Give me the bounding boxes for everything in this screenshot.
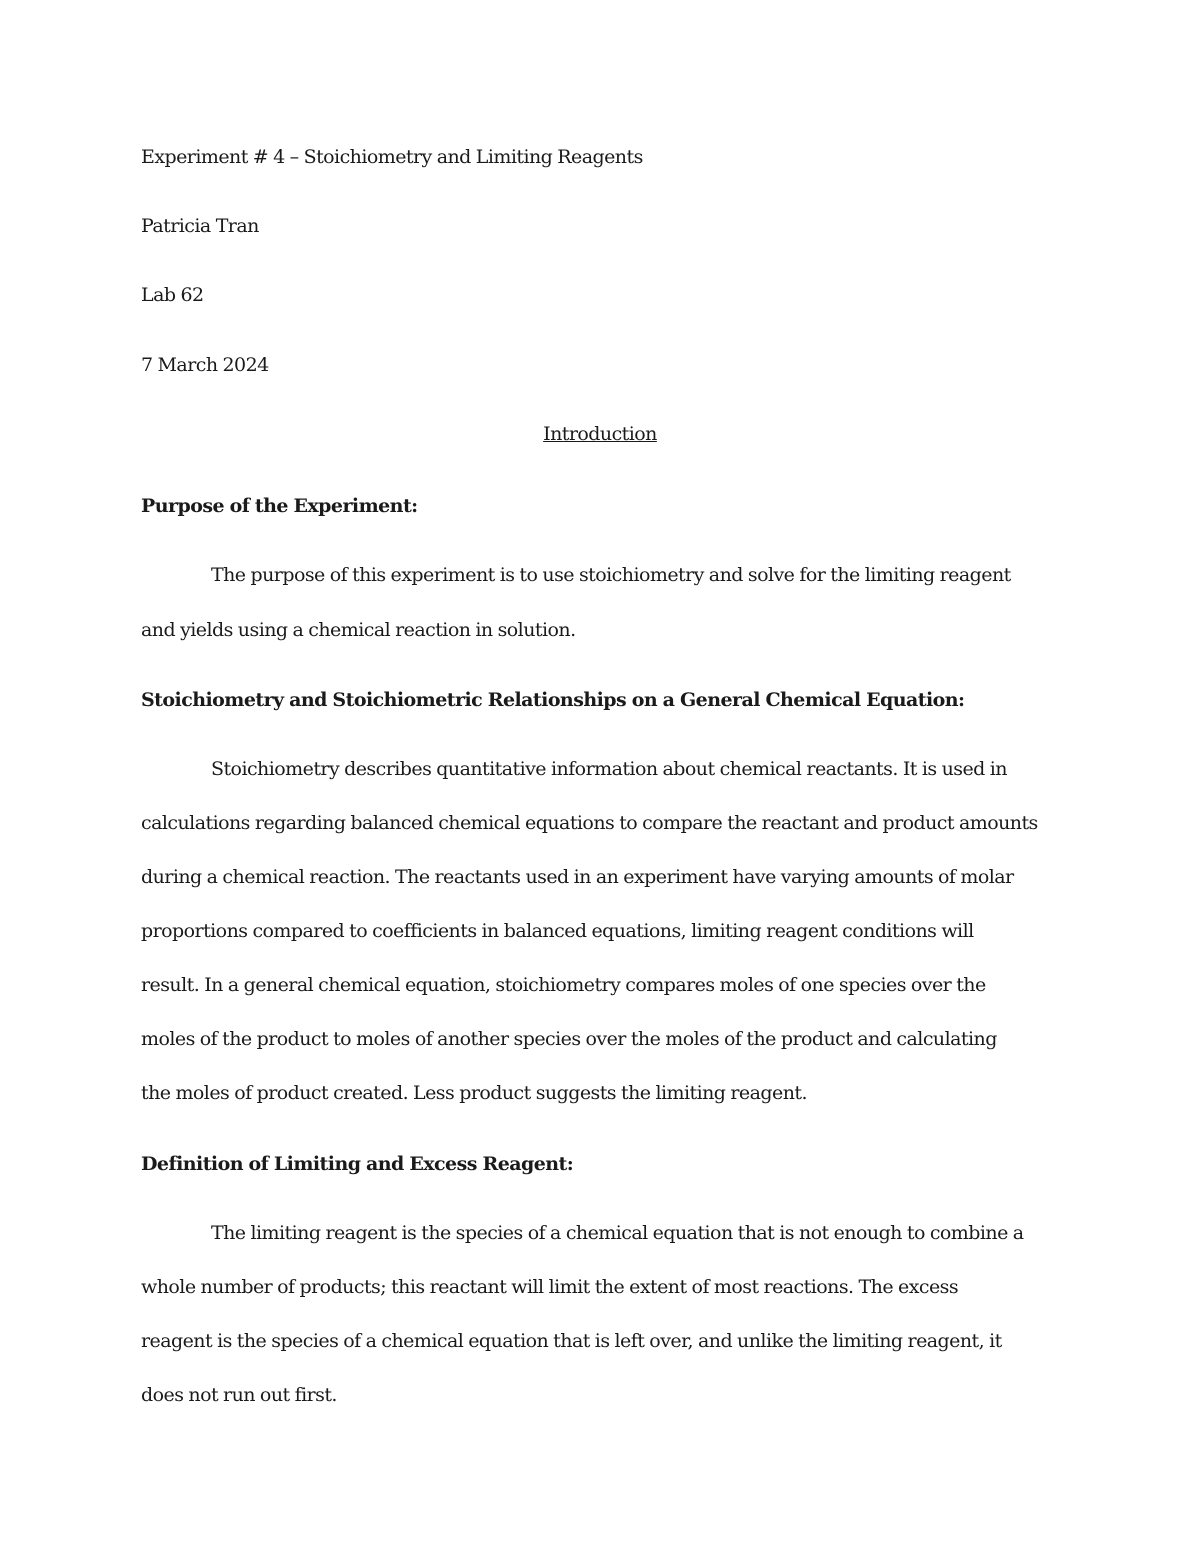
- author-name: Patricia Tran: [141, 215, 259, 237]
- lab-number: Lab 62: [141, 284, 204, 306]
- paragraph-line: calculations regarding balanced chemical equations to compare the reactant and product amounts: [141, 812, 1038, 834]
- paragraph-line: moles of the product to moles of another species over the moles of the product and calculating: [141, 1028, 997, 1050]
- paragraph-line: reagent is the species of a chemical equation that is left over, and unlike the limiting reagent, it: [141, 1330, 1002, 1352]
- paragraph-line: the moles of product created. Less product suggests the limiting reagent.: [141, 1082, 807, 1104]
- paragraph-line: proportions compared to coefficients in balanced equations, limiting reagent conditions will: [141, 920, 974, 942]
- paragraph-line: and yields using a chemical reaction in solution.: [141, 619, 576, 641]
- paragraph-line: Stoichiometry describes quantitative information about chemical reactants. It is used in: [211, 758, 1007, 780]
- paragraph-line: during a chemical reaction. The reactants used in an experiment have varying amounts of molar: [141, 866, 1014, 888]
- paragraph-line: The limiting reagent is the species of a chemical equation that is not enough to combine a: [211, 1222, 1024, 1244]
- experiment-title: Experiment # 4 – Stoichiometry and Limiting Reagents: [141, 146, 643, 168]
- paragraph-line: The purpose of this experiment is to use stoichiometry and solve for the limiting reagent: [211, 564, 1011, 586]
- section-title: Introduction: [543, 423, 657, 445]
- section-heading-purpose: Purpose of the Experiment:: [141, 495, 418, 517]
- paragraph-line: whole number of products; this reactant will limit the extent of most reactions. The excess: [141, 1276, 959, 1298]
- report-date: 7 March 2024: [141, 354, 269, 376]
- section-heading-stoichiometry: Stoichiometry and Stoichiometric Relationships on a General Chemical Equation:: [141, 689, 965, 711]
- section-heading-definition: Definition of Limiting and Excess Reagent:: [141, 1153, 574, 1175]
- paragraph-line: does not run out first.: [141, 1384, 337, 1406]
- paragraph-line: result. In a general chemical equation, stoichiometry compares moles of one species over the: [141, 974, 986, 996]
